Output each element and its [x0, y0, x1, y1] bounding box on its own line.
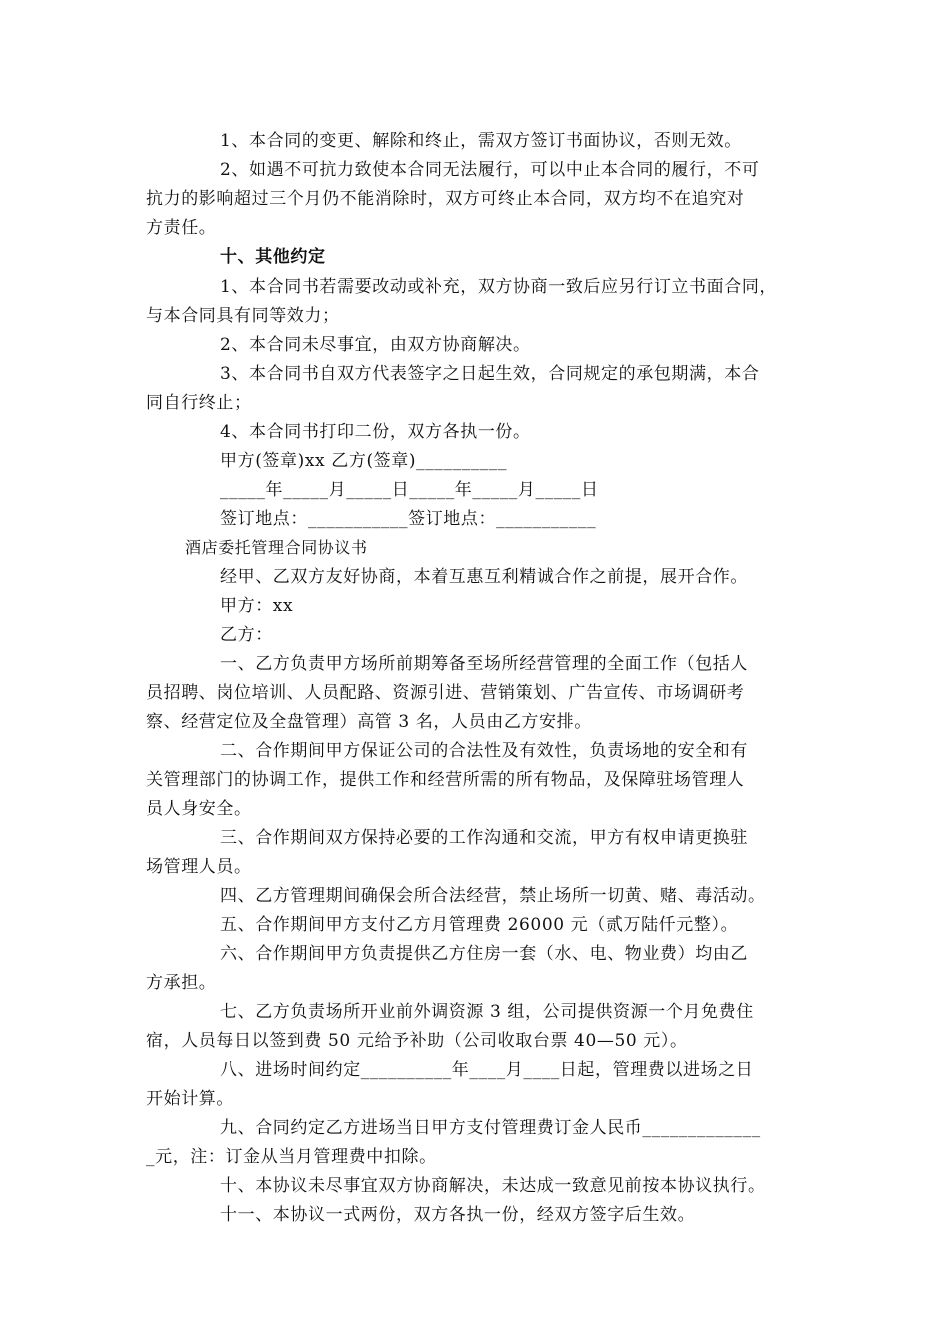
text-line: 经甲、乙双方友好协商，本着互惠互利精诚合作之前提，展开合作。	[220, 567, 748, 587]
text-line: 员人身安全。	[146, 799, 252, 819]
text-line: 八、进场时间约定__________年____月____日起，管理费以进场之日	[220, 1060, 754, 1080]
text-line: 3、本合同书自双方代表签字之日起生效，合同规定的承包期满，本合	[220, 364, 760, 384]
text-line: 同自行终止；	[146, 393, 252, 413]
text-line: 察、经营定位及全盘管理）高管 3 名，人员由乙方安排。	[146, 712, 592, 732]
text-line: 1、本合同书若需要改动或补充，双方协商一致后应另行订立书面合同，	[220, 277, 778, 297]
text-line: 与本合同具有同等效力；	[146, 306, 340, 326]
text-line: 十一、本协议一式两份，双方各执一份，经双方签字后生效。	[220, 1205, 696, 1225]
text-line: 宿，人员每日以签到费 50 元给予补助（公司收取台票 40—50 元）。	[146, 1031, 688, 1051]
text-line: 三、合作期间双方保持必要的工作沟通和交流，甲方有权申请更换驻	[220, 828, 748, 848]
text-line: 十、本协议未尽事宜双方协商解决，未达成一致意见前按本协议执行。	[220, 1176, 766, 1196]
text-line: 二、合作期间甲方保证公司的合法性及有效性，负责场地的安全和有	[220, 741, 748, 761]
date-line: _____年_____月_____日_____年_____月_____日	[220, 480, 599, 500]
text-line: 2、如遇不可抗力致使本合同无法履行，可以中止本合同的履行，不可	[220, 160, 760, 180]
text-line: _元，注：订金从当月管理费中扣除。	[146, 1147, 437, 1167]
text-line: 一、乙方负责甲方场所前期筹备至场所经营管理的全面工作（包括人	[220, 654, 748, 674]
text-line: 1、本合同的变更、解除和终止，需双方签订书面协议，否则无效。	[220, 131, 742, 151]
signature-line: 甲方(签章)xx 乙方(签章)__________	[220, 451, 508, 471]
text-line: 2、本合同未尽事宜，由双方协商解决。	[220, 335, 531, 355]
text-line: 4、本合同书打印二份，双方各执一份。	[220, 422, 531, 442]
section-heading: 十、其他约定	[220, 247, 326, 267]
party-b-line: 乙方：	[220, 625, 273, 645]
text-line: 场管理人员。	[146, 857, 252, 877]
document-title: 酒店委托管理合同协议书	[185, 538, 368, 557]
text-line: 四、乙方管理期间确保会所合法经营，禁止场所一切黄、赌、毒活动。	[220, 886, 766, 906]
text-line: 五、合作期间甲方支付乙方月管理费 26000 元（贰万陆仟元整）。	[220, 915, 739, 935]
text-line: 七、乙方负责场所开业前外调资源 3 组，公司提供资源一个月免费住	[220, 1002, 754, 1022]
text-line: 抗力的影响超过三个月仍不能消除时，双方可终止本合同，双方均不在追究对	[146, 189, 745, 209]
location-line: 签订地点：___________签订地点：___________	[220, 509, 597, 529]
text-line: 开始计算。	[146, 1089, 234, 1109]
party-a-line: 甲方：xx	[220, 596, 294, 616]
text-line: 九、合同约定乙方进场当日甲方支付管理费订金人民币_____________	[220, 1118, 761, 1138]
text-line: 六、合作期间甲方负责提供乙方住房一套（水、电、物业费）均由乙	[220, 944, 748, 964]
text-line: 关管理部门的协调工作，提供工作和经营所需的所有物品，及保障驻场管理人	[146, 770, 745, 790]
text-line: 员招聘、岗位培训、人员配路、资源引进、营销策划、广告宣传、市场调研考	[146, 683, 745, 703]
text-line: 方责任。	[146, 218, 217, 238]
text-line: 方承担。	[146, 973, 217, 993]
